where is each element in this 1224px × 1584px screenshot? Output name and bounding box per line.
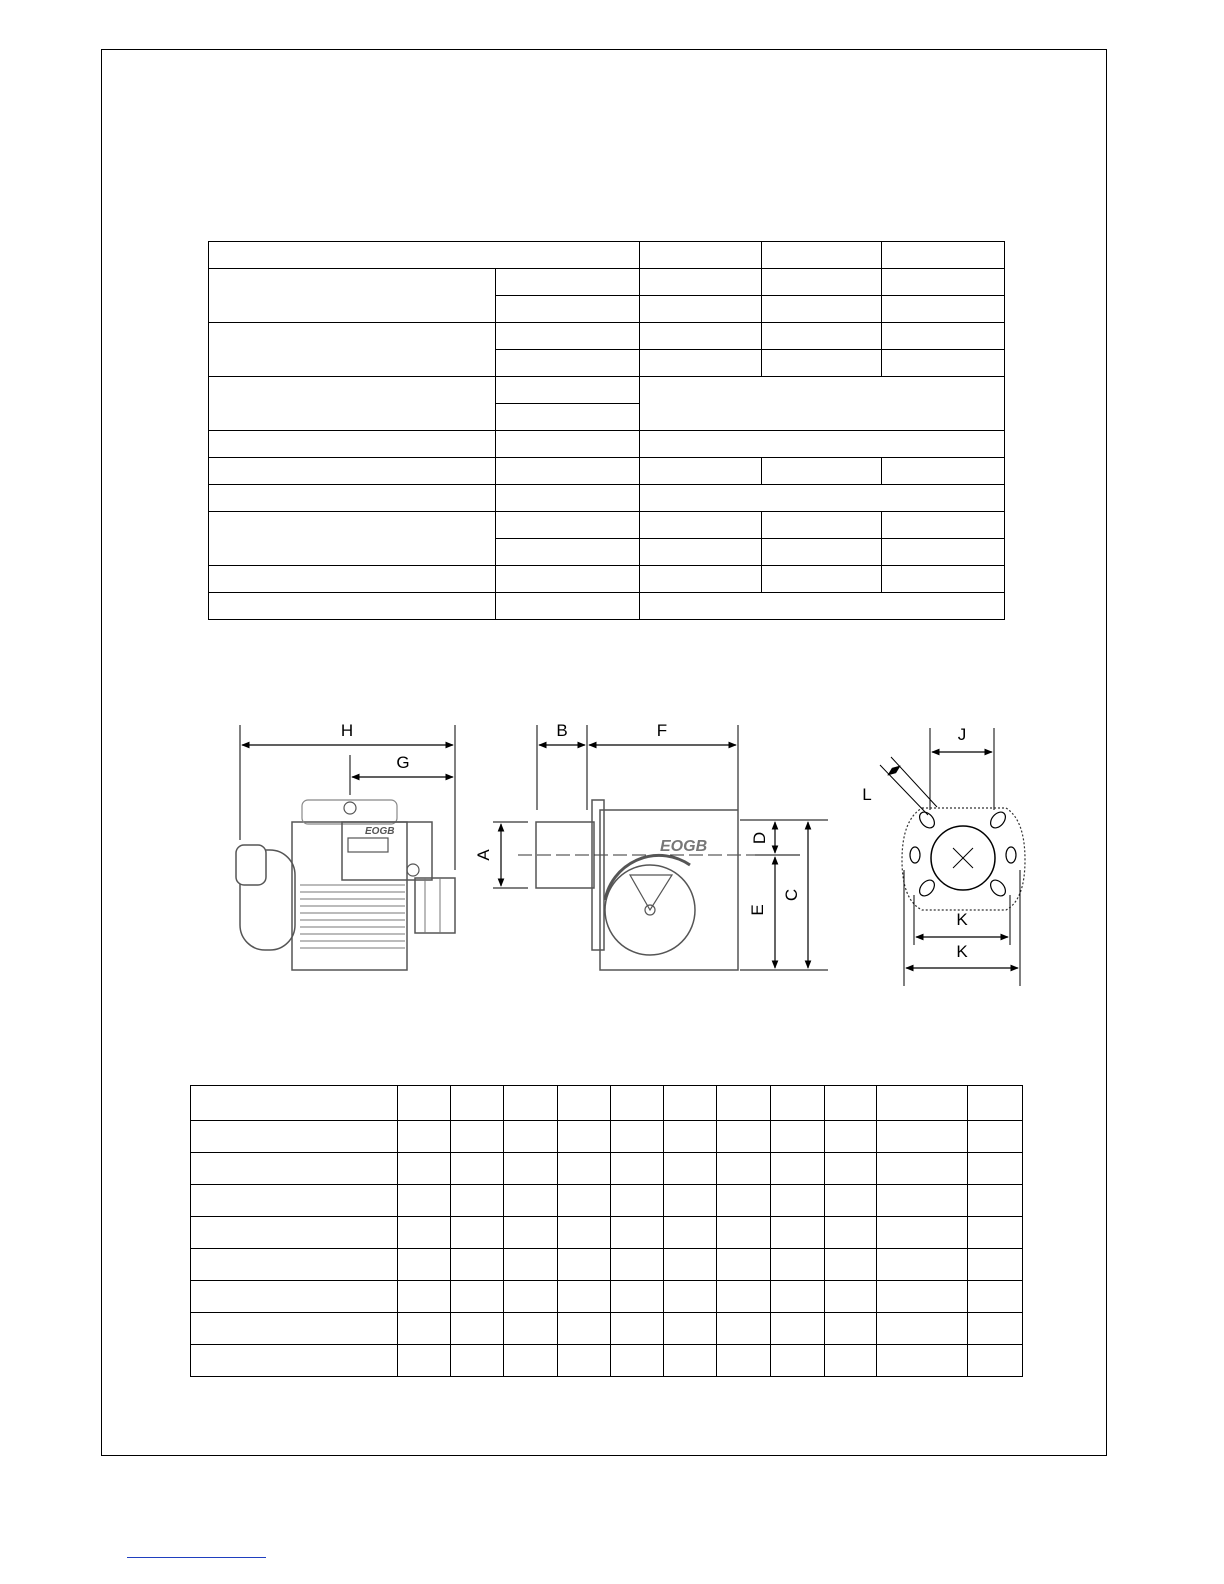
burner-dimension-drawing bbox=[210, 700, 1050, 1000]
table-cell bbox=[451, 1153, 504, 1185]
table-cell bbox=[610, 1153, 663, 1185]
table-row bbox=[209, 593, 1005, 620]
table-cell bbox=[825, 1345, 877, 1377]
table-cell bbox=[877, 1217, 967, 1249]
table-row bbox=[191, 1086, 1023, 1121]
table-cell bbox=[209, 323, 496, 377]
table-cell bbox=[877, 1153, 967, 1185]
table-cell bbox=[209, 242, 640, 269]
table-row bbox=[209, 566, 1005, 593]
table-cell bbox=[771, 1345, 825, 1377]
table-cell bbox=[640, 431, 1005, 458]
table-cell bbox=[877, 1281, 967, 1313]
table-cell bbox=[640, 458, 762, 485]
table-cell bbox=[716, 1185, 770, 1217]
table-cell bbox=[557, 1281, 610, 1313]
table-cell bbox=[451, 1345, 504, 1377]
table-row bbox=[209, 431, 1005, 458]
table-row bbox=[209, 269, 1005, 296]
table-cell bbox=[771, 1121, 825, 1153]
dim-label-d: D bbox=[750, 831, 769, 845]
table-cell bbox=[557, 1217, 610, 1249]
table-cell bbox=[663, 1249, 716, 1281]
table-cell bbox=[504, 1313, 557, 1345]
table-cell bbox=[882, 539, 1005, 566]
table-cell bbox=[716, 1153, 770, 1185]
dim-label-h: H bbox=[340, 721, 354, 740]
housing-shape bbox=[600, 810, 738, 970]
table-cell bbox=[496, 431, 640, 458]
table-cell bbox=[771, 1313, 825, 1345]
table-cell bbox=[762, 242, 882, 269]
table-cell bbox=[191, 1153, 398, 1185]
table-cell bbox=[191, 1281, 398, 1313]
dim-label-l: L bbox=[862, 785, 872, 804]
table-cell bbox=[398, 1249, 451, 1281]
table-cell bbox=[398, 1345, 451, 1377]
dimensions-table bbox=[190, 1085, 1023, 1377]
table-row bbox=[209, 458, 1005, 485]
table-row bbox=[209, 485, 1005, 512]
table-cell bbox=[762, 512, 882, 539]
table-cell bbox=[610, 1281, 663, 1313]
table-cell bbox=[557, 1345, 610, 1377]
table-cell bbox=[451, 1313, 504, 1345]
table-cell bbox=[557, 1249, 610, 1281]
specification-table bbox=[208, 241, 1005, 620]
table-cell bbox=[640, 512, 762, 539]
table-cell bbox=[663, 1086, 716, 1121]
dim-label-a: A bbox=[474, 849, 493, 861]
brand-logo: EOGB bbox=[365, 826, 395, 837]
table-cell bbox=[716, 1313, 770, 1345]
table-cell bbox=[825, 1249, 877, 1281]
table-cell bbox=[716, 1249, 770, 1281]
table-cell bbox=[191, 1217, 398, 1249]
table-cell bbox=[877, 1345, 967, 1377]
table-cell bbox=[504, 1086, 557, 1121]
table-cell bbox=[762, 458, 882, 485]
side-view bbox=[236, 721, 455, 970]
table-cell bbox=[496, 377, 640, 404]
table-cell bbox=[771, 1217, 825, 1249]
table-cell bbox=[967, 1086, 1022, 1121]
table-cell bbox=[640, 539, 762, 566]
table-cell bbox=[640, 323, 762, 350]
table-cell bbox=[825, 1217, 877, 1249]
table-cell bbox=[557, 1153, 610, 1185]
table-cell bbox=[398, 1185, 451, 1217]
table-cell bbox=[640, 593, 1005, 620]
table-row bbox=[191, 1281, 1023, 1313]
table-cell bbox=[716, 1121, 770, 1153]
table-cell bbox=[209, 512, 496, 566]
table-cell bbox=[496, 350, 640, 377]
dim-label-g: G bbox=[396, 753, 410, 772]
table-cell bbox=[398, 1217, 451, 1249]
table-cell bbox=[398, 1086, 451, 1121]
table-cell bbox=[191, 1249, 398, 1281]
table-cell bbox=[762, 350, 882, 377]
table-cell bbox=[882, 566, 1005, 593]
table-cell bbox=[209, 566, 496, 593]
dim-label-b: B bbox=[556, 721, 568, 740]
table-row bbox=[191, 1121, 1023, 1153]
table-cell bbox=[504, 1185, 557, 1217]
table-cell bbox=[762, 269, 882, 296]
table-row bbox=[191, 1345, 1023, 1377]
table-cell bbox=[663, 1153, 716, 1185]
table-cell bbox=[967, 1217, 1022, 1249]
table-cell bbox=[967, 1185, 1022, 1217]
table-cell bbox=[663, 1281, 716, 1313]
dim-label-k-inner: K bbox=[956, 910, 968, 929]
table-cell bbox=[496, 566, 640, 593]
table-row bbox=[209, 377, 1005, 404]
table-cell bbox=[557, 1086, 610, 1121]
table-cell bbox=[557, 1313, 610, 1345]
table-cell bbox=[716, 1281, 770, 1313]
table-cell bbox=[825, 1153, 877, 1185]
table-cell bbox=[967, 1313, 1022, 1345]
table-cell bbox=[451, 1249, 504, 1281]
table-cell bbox=[825, 1121, 877, 1153]
table-cell bbox=[877, 1185, 967, 1217]
table-cell bbox=[967, 1249, 1022, 1281]
table-row bbox=[191, 1217, 1023, 1249]
table-cell bbox=[209, 431, 496, 458]
dim-label-f: F bbox=[656, 721, 668, 740]
table-row bbox=[191, 1153, 1023, 1185]
table-cell bbox=[825, 1086, 877, 1121]
table-cell bbox=[451, 1281, 504, 1313]
table-cell bbox=[663, 1217, 716, 1249]
table-cell bbox=[496, 512, 640, 539]
table-cell bbox=[882, 512, 1005, 539]
table-cell bbox=[640, 485, 1005, 512]
table-cell bbox=[967, 1345, 1022, 1377]
table-cell bbox=[762, 296, 882, 323]
table-cell bbox=[451, 1121, 504, 1153]
table-row bbox=[191, 1249, 1023, 1281]
dim-label-e: E bbox=[748, 904, 767, 916]
table-cell bbox=[610, 1086, 663, 1121]
table-row bbox=[191, 1313, 1023, 1345]
table-cell bbox=[877, 1313, 967, 1345]
dim-label-c: C bbox=[782, 888, 801, 902]
table-cell bbox=[967, 1153, 1022, 1185]
table-cell bbox=[398, 1281, 451, 1313]
table-cell bbox=[825, 1313, 877, 1345]
table-row bbox=[191, 1185, 1023, 1217]
table-cell bbox=[610, 1249, 663, 1281]
table-cell bbox=[771, 1281, 825, 1313]
table-cell bbox=[191, 1086, 398, 1121]
table-cell bbox=[771, 1153, 825, 1185]
flange-view bbox=[862, 725, 1025, 986]
table-cell bbox=[191, 1345, 398, 1377]
table-cell bbox=[663, 1121, 716, 1153]
table-cell bbox=[716, 1086, 770, 1121]
table-cell bbox=[882, 323, 1005, 350]
table-cell bbox=[967, 1281, 1022, 1313]
table-cell bbox=[882, 269, 1005, 296]
table-cell bbox=[882, 242, 1005, 269]
front-view bbox=[474, 721, 828, 970]
table-cell bbox=[610, 1217, 663, 1249]
table-cell bbox=[716, 1345, 770, 1377]
gas-valve-shape bbox=[415, 878, 455, 933]
table-cell bbox=[209, 377, 496, 431]
table-cell bbox=[557, 1121, 610, 1153]
table-cell bbox=[825, 1185, 877, 1217]
table-cell bbox=[663, 1185, 716, 1217]
footer-link-underline[interactable] bbox=[127, 1557, 266, 1558]
table-cell bbox=[398, 1121, 451, 1153]
table-cell bbox=[504, 1249, 557, 1281]
table-cell bbox=[398, 1313, 451, 1345]
table-cell bbox=[209, 458, 496, 485]
table-cell bbox=[504, 1153, 557, 1185]
table-cell bbox=[882, 350, 1005, 377]
dim-label-j: J bbox=[957, 725, 967, 744]
table-cell bbox=[191, 1121, 398, 1153]
brand-logo: EOGB bbox=[660, 838, 708, 855]
table-cell bbox=[640, 566, 762, 593]
table-cell bbox=[496, 485, 640, 512]
table-cell bbox=[496, 458, 640, 485]
table-cell bbox=[209, 269, 496, 323]
table-cell bbox=[877, 1249, 967, 1281]
table-cell bbox=[771, 1185, 825, 1217]
table-cell bbox=[771, 1086, 825, 1121]
table-cell bbox=[967, 1121, 1022, 1153]
table-cell bbox=[877, 1121, 967, 1153]
table-cell bbox=[825, 1281, 877, 1313]
table-cell bbox=[640, 296, 762, 323]
table-cell bbox=[496, 593, 640, 620]
table-cell bbox=[504, 1345, 557, 1377]
table-cell bbox=[882, 296, 1005, 323]
table-cell bbox=[640, 269, 762, 296]
table-cell bbox=[640, 242, 762, 269]
table-cell bbox=[663, 1313, 716, 1345]
table-cell bbox=[610, 1121, 663, 1153]
table-cell bbox=[209, 485, 496, 512]
table-cell bbox=[191, 1185, 398, 1217]
table-cell bbox=[762, 323, 882, 350]
table-cell bbox=[504, 1281, 557, 1313]
table-cell bbox=[496, 539, 640, 566]
table-cell bbox=[496, 323, 640, 350]
table-cell bbox=[877, 1086, 967, 1121]
table-cell bbox=[663, 1345, 716, 1377]
table-row bbox=[209, 512, 1005, 539]
table-cell bbox=[610, 1185, 663, 1217]
table-cell bbox=[209, 593, 496, 620]
table-cell bbox=[640, 377, 1005, 431]
table-cell bbox=[504, 1121, 557, 1153]
table-cell bbox=[610, 1313, 663, 1345]
table-cell bbox=[451, 1185, 504, 1217]
table-cell bbox=[557, 1185, 610, 1217]
table-cell bbox=[762, 539, 882, 566]
table-cell bbox=[882, 458, 1005, 485]
table-cell bbox=[191, 1313, 398, 1345]
table-cell bbox=[451, 1086, 504, 1121]
table-cell bbox=[496, 296, 640, 323]
table-cell bbox=[496, 269, 640, 296]
table-cell bbox=[496, 404, 640, 431]
table-cell bbox=[762, 566, 882, 593]
table-row bbox=[209, 242, 1005, 269]
table-cell bbox=[716, 1217, 770, 1249]
table-cell bbox=[451, 1217, 504, 1249]
table-row bbox=[209, 323, 1005, 350]
table-cell bbox=[640, 350, 762, 377]
table-cell bbox=[504, 1217, 557, 1249]
dim-label-k-outer: K bbox=[956, 942, 968, 961]
table-cell bbox=[398, 1153, 451, 1185]
table-cell bbox=[771, 1249, 825, 1281]
table-cell bbox=[610, 1345, 663, 1377]
